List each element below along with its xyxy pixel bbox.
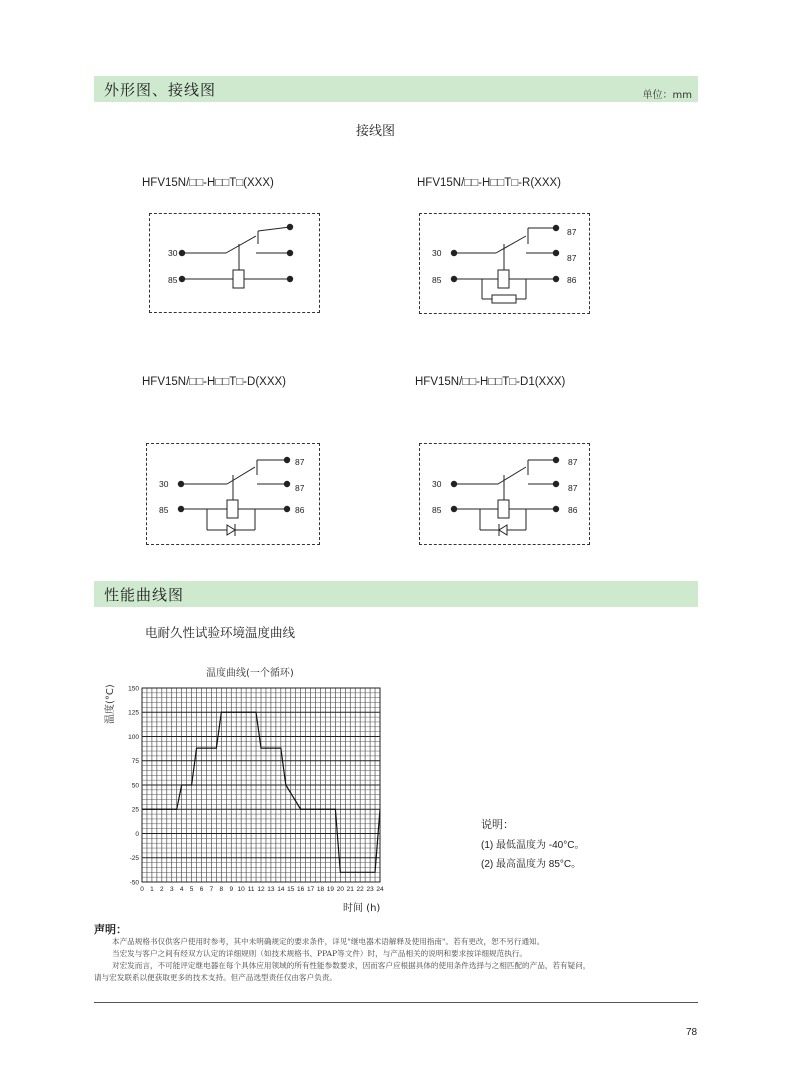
y-tick-label: -50 [129,879,139,887]
section-header-curves [94,581,698,607]
x-tick-label: 7 [209,886,214,893]
wiring-diagram-1 [149,213,320,313]
x-tick-label: 4 [179,886,184,893]
wiring-diagram-4 [419,443,590,545]
x-tick-label: 11 [247,886,255,893]
pin-label: 85 [168,275,178,285]
y-tick-label: 100 [128,733,139,741]
pin-label: 30 [159,479,169,489]
pin-label: 87 [567,227,577,237]
model-label-1: HFV15N/□□-H□□T□(XXX) [142,177,274,189]
notes-title: 说明： [481,818,514,831]
x-tick-label: 10 [237,886,245,893]
declaration-line: 请与宏发联系以便获取更多的技术支持。但产品选型责任仅由客户负责。 [94,973,337,982]
x-tick-label: 0 [140,886,144,893]
footer-rule [94,1002,698,1003]
y-tick-label: 0 [135,830,139,838]
pin-label: 87 [568,457,578,467]
section-title: 外形图、接线图 [104,81,217,99]
declaration-title: 声明： [94,923,127,936]
y-tick-label: 50 [131,782,139,790]
wiring-diagram-3 [146,443,320,545]
x-tick-label: 13 [267,886,275,893]
x-tick-label: 3 [169,886,174,893]
x-tick-label: 5 [189,886,194,893]
y-tick-label: -25 [129,855,139,863]
temperature-chart [110,678,400,896]
pin-label: 30 [432,248,442,258]
curve-subtitle: 电耐久性试验环境温度曲线 [145,625,296,640]
page-number: 78 [686,1027,698,1038]
x-tick-label: 1 [150,886,154,893]
y-tick-label: 25 [131,806,139,814]
x-tick-label: 21 [346,886,354,893]
x-tick-label: 14 [277,886,285,893]
unit-label: 单位：mm [642,90,692,101]
y-tick-label: 150 [128,685,139,693]
declaration-line: 当宏发与客户之间有经双方认定的详细规则（如技术规格书、PPAP等文件）时，与产品相关的说明和要求按详细规范执行。 [112,949,527,958]
section-title: 性能曲线图 [104,586,185,604]
chart-title: 温度曲线(一个循环) [206,668,294,679]
pin-label: 85 [432,275,442,285]
x-tick-label: 8 [219,886,224,893]
pin-label: 87 [295,483,305,493]
pin-label: 87 [568,483,578,493]
y-tick-label: 125 [128,709,139,717]
chart-xlabel: 时间 (h) [343,903,381,914]
x-tick-label: 6 [199,886,204,893]
declaration-line: 本产品规格书仅供客户使用时参考，其中未明确规定的要求条件，详见"继电器术语解释及使用指南"。若有更改，恕不另行通知。 [112,937,545,946]
x-tick-label: 18 [316,886,325,893]
x-tick-label: 19 [326,886,335,893]
pin-label: 85 [159,505,169,515]
x-tick-label: 2 [160,886,164,893]
x-tick-label: 22 [356,886,364,893]
pin-label: 30 [168,248,178,258]
wiring-title: 接线图 [356,124,396,139]
x-tick-label: 24 [376,886,384,893]
pin-label: 86 [568,505,578,515]
note-item: (2) 最高温度为 85°C。 [481,859,582,870]
pin-label: 86 [567,275,577,285]
model-label-2: HFV15N/□□-H□□T□-R(XXX) [417,177,561,189]
x-tick-label: 23 [366,886,374,893]
model-label-4: HFV15N/□□-H□□T□-D1(XXX) [415,376,566,388]
pin-label: 30 [432,479,442,489]
pin-label: 85 [432,505,442,515]
x-tick-label: 20 [336,886,344,893]
declaration-line: 对宏发而言，不可能评定继电器在每个具体应用领域的所有性能参数要求，因而客户应根据具体的使用条件选择与之相匹配的产品，若有疑问， [112,961,591,970]
note-item: (1) 最低温度为 -40°C。 [481,840,585,851]
pin-label: 87 [295,457,305,467]
x-tick-label: 9 [229,886,234,893]
x-tick-label: 12 [257,886,265,893]
x-tick-label: 16 [297,886,305,893]
pin-label: 86 [295,505,305,515]
model-label-3: HFV15N/□□-H□□T□-D(XXX) [142,376,286,388]
x-tick-label: 17 [306,886,315,893]
pin-label: 87 [567,253,577,263]
y-tick-label: 75 [131,758,139,766]
chart-ylabel: 温度(°C) [105,684,116,724]
section-header-outline [94,76,698,102]
x-tick-label: 15 [287,886,295,893]
wiring-diagram-2 [419,213,590,314]
